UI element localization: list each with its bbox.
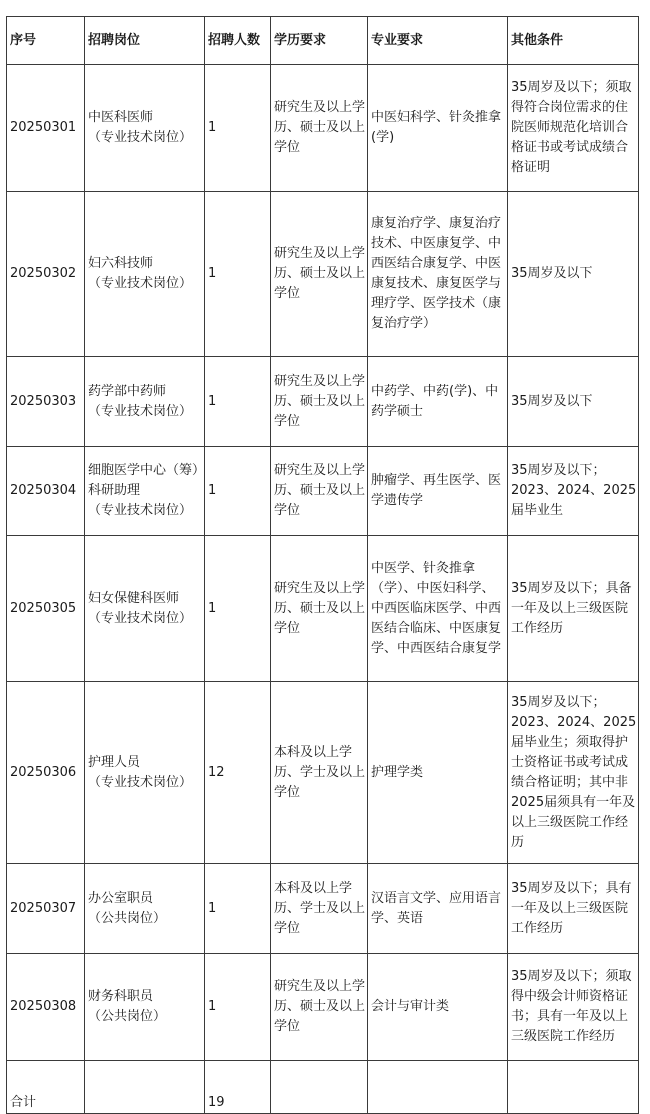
position-category: （专业技术岗位） [88, 610, 193, 626]
position-category: （专业技术岗位） [88, 774, 193, 790]
recruitment-table [6, 16, 639, 1114]
row-education: 本科及以上学历、学士及以上学位 [271, 864, 368, 954]
header-position: 招聘岗位 [85, 17, 205, 65]
row-education: 研究生及以上学历、硕士及以上学位 [271, 447, 368, 536]
row-other: 35周岁及以下 [508, 192, 639, 357]
row-serial: 20250306 [7, 682, 85, 864]
total-empty-education [271, 1061, 368, 1114]
row-major: 会计与审计类 [368, 954, 508, 1061]
position-category: （公共岗位） [88, 1009, 167, 1024]
row-serial: 20250303 [7, 357, 85, 447]
row-count: 1 [205, 357, 271, 447]
position-name: 中医科医师 [88, 110, 154, 125]
position-name: 财务科职员 [88, 989, 154, 1004]
table-row [7, 65, 639, 192]
table-row [7, 357, 639, 447]
header-serial: 序号 [7, 17, 85, 65]
position-name: 办公室职员 [88, 890, 154, 906]
row-major: 肿瘤学、再生医学、医学遗传学 [368, 447, 508, 536]
position-category: （公共岗位） [88, 910, 167, 926]
row-position [85, 864, 205, 954]
row-position [85, 65, 205, 192]
row-education: 研究生及以上学历、硕士及以上学位 [271, 192, 368, 357]
table-row [7, 954, 639, 1061]
position-category: （专业技术岗位） [88, 403, 193, 419]
row-serial: 20250302 [7, 192, 85, 357]
table-header-row [7, 17, 639, 65]
row-major: 中医妇科学、针灸推拿(学) [368, 65, 508, 192]
table-row [7, 682, 639, 864]
total-empty-position [85, 1061, 205, 1114]
position-category: （专业技术岗位） [88, 276, 193, 291]
header-education: 学历要求 [271, 17, 368, 65]
position-name: 妇六科技师 [88, 256, 154, 271]
row-other: 35周岁及以下；2023、2024、2025届毕业生；须取得护士资格证书或考试成绩合格证明；其中非2025届须具有一年及以上三级医院工作经历 [508, 682, 639, 864]
row-count: 1 [205, 65, 271, 192]
header-count: 招聘人数 [205, 17, 271, 65]
row-count: 1 [205, 447, 271, 536]
row-education: 研究生及以上学历、硕士及以上学位 [271, 954, 368, 1061]
total-empty-other [508, 1061, 639, 1114]
row-serial: 20250307 [7, 864, 85, 954]
row-major: 中医学、针灸推拿（学）、中医妇科学、中西医临床医学、中西医结合临床、中医康复学、中西医结合康复学 [368, 536, 508, 682]
row-serial: 20250301 [7, 65, 85, 192]
row-position [85, 536, 205, 682]
position-category: （专业技术岗位） [88, 130, 193, 145]
row-serial: 20250308 [7, 954, 85, 1061]
position-name: 细胞医学中心（筹）科研助理 [88, 463, 199, 498]
total-row [7, 1061, 639, 1114]
table-row [7, 192, 639, 357]
row-serial: 20250304 [7, 447, 85, 536]
row-count: 1 [205, 192, 271, 357]
row-count: 1 [205, 536, 271, 682]
table-row [7, 536, 639, 682]
position-name: 妇女保健科医师 [88, 590, 180, 606]
row-other: 35周岁及以下；须取得符合岗位需求的住院医师规范化培训合格证书或考试成绩合格证明 [508, 65, 639, 192]
row-major: 中药学、中药(学)、中药学硕士 [368, 357, 508, 447]
total-label: 合计 [7, 1061, 85, 1114]
row-major: 护理学类 [368, 682, 508, 864]
row-count: 1 [205, 954, 271, 1061]
row-other: 35周岁及以下；具备一年及以上三级医院工作经历 [508, 536, 639, 682]
header-other: 其他条件 [508, 17, 639, 65]
row-education: 研究生及以上学历、硕士及以上学位 [271, 536, 368, 682]
row-education: 研究生及以上学历、硕士及以上学位 [271, 357, 368, 447]
row-other: 35周岁及以下；须取得中级会计师资格证书；具有一年及以上三级医院工作经历 [508, 954, 639, 1061]
table-row [7, 864, 639, 954]
row-serial: 20250305 [7, 536, 85, 682]
total-empty-major [368, 1061, 508, 1114]
row-major: 康复治疗学、康复治疗技术、中医康复学、中西医结合康复学、中医康复技术、康复医学与理疗学、医学技术（康复治疗学） [368, 192, 508, 357]
position-category: （专业技术岗位） [88, 503, 193, 518]
position-name: 护理人员 [88, 754, 141, 770]
row-position [85, 192, 205, 357]
table-row [7, 447, 639, 536]
position-name: 药学部中药师 [88, 383, 167, 399]
row-position [85, 682, 205, 864]
total-count: 19 [205, 1061, 271, 1114]
row-other: 35周岁及以下；具有一年及以上三级医院工作经历 [508, 864, 639, 954]
row-position [85, 954, 205, 1061]
row-count: 1 [205, 864, 271, 954]
row-other: 35周岁及以下；2023、2024、2025届毕业生 [508, 447, 639, 536]
row-education: 研究生及以上学历、硕士及以上学位 [271, 65, 368, 192]
row-major: 汉语言文学、应用语言学、英语 [368, 864, 508, 954]
row-count: 12 [205, 682, 271, 864]
row-position [85, 447, 205, 536]
row-position [85, 357, 205, 447]
header-major: 专业要求 [368, 17, 508, 65]
row-education: 本科及以上学历、学士及以上学位 [271, 682, 368, 864]
row-other: 35周岁及以下 [508, 357, 639, 447]
